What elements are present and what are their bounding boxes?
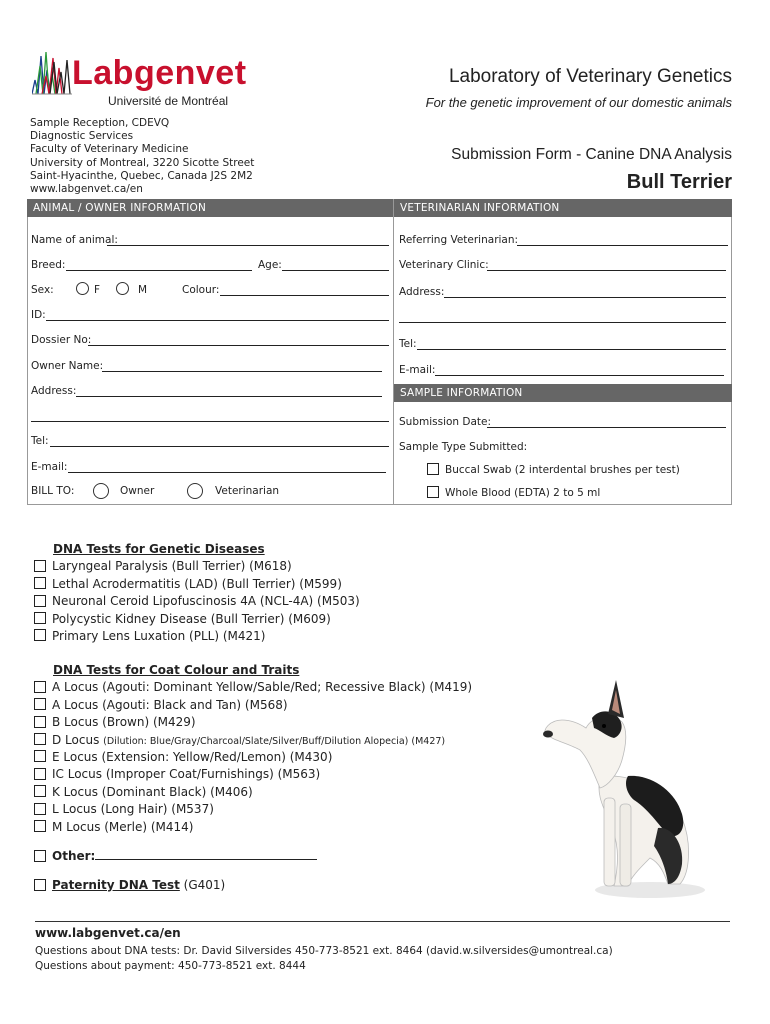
sex-m-radio[interactable] [116,282,129,295]
test-item[interactable] [34,819,472,836]
bill-to-label: BILL TO: [31,485,75,497]
test-checkbox[interactable] [34,698,46,710]
owner-name-field[interactable] [102,371,382,372]
logo-subtitle: Université de Montréal [108,94,229,108]
sex-f-label: F [94,284,101,296]
owner-email-field[interactable] [68,472,386,473]
test-checkbox[interactable] [34,803,46,815]
test-checkbox[interactable] [34,612,46,624]
bull-terrier-photo [530,678,710,908]
test-item[interactable] [34,732,472,749]
dossier-label: Dossier No: [31,334,92,346]
other-label: Other: [52,849,96,863]
test-item[interactable] [34,611,360,628]
submission-date-label: Submission Date: [399,416,492,428]
address-line: Diagnostic Services [30,130,134,143]
vet-address-field[interactable] [444,297,726,298]
logo-text: Labgenvet [72,54,247,92]
colour-field[interactable] [220,295,389,296]
address-line: Sample Reception, CDEVQ [30,117,170,129]
test-label: B Locus (Brown) (M429) [52,715,196,730]
age-label: Age: [258,259,282,271]
sample-heading: SAMPLE INFORMATION [394,384,732,402]
vet-tel-field[interactable] [417,349,726,350]
clinic-label: Veterinary Clinic: [399,259,489,271]
address-line: www.labgenvet.ca/en [30,183,143,196]
address-line: Saint-Hyacinthe, Quebec, Canada J2S 2M2 [30,169,253,182]
test-checkbox[interactable] [34,681,46,693]
test-checkbox[interactable] [34,733,46,745]
clinic-field[interactable] [487,270,726,271]
test-checkbox[interactable] [34,716,46,728]
owner-address-field[interactable] [76,396,382,397]
whole-blood-label: Whole Blood (EDTA) 2 to 5 ml [445,487,601,499]
whole-blood-checkbox[interactable] [427,486,439,498]
bill-owner-radio[interactable] [93,483,109,499]
test-label: Laryngeal Paralysis (Bull Terrier) (M618) [52,559,292,574]
grid-divider [393,199,394,505]
test-checkbox[interactable] [34,750,46,762]
vet-email-field[interactable] [435,375,724,376]
test-item[interactable] [34,679,472,696]
submission-date-field[interactable] [487,427,726,428]
animal-owner-heading: ANIMAL / OWNER INFORMATION [27,199,393,217]
breed-title: Bull Terrier [626,171,732,193]
d-locus-detail: (Dilution: Blue/Gray/Charcoal/Slate/Silver/Buff/Dilution Alopecia) (M427) [103,735,446,747]
test-item[interactable] [34,714,472,731]
test-label: M Locus (Merle) (M414) [52,819,194,834]
coat-tests-title: DNA Tests for Coat Colour and Traits [53,663,300,677]
bill-owner-label: Owner [120,485,155,497]
referring-vet-field[interactable] [517,245,728,246]
test-checkbox[interactable] [34,560,46,572]
footer-dna-contact: Questions about DNA tests: Dr. David Silversides 450-773-8521 ext. 8464 (david.w.silversides@umontreal.ca) [35,945,613,957]
footer-rule [35,921,730,922]
buccal-swab-label: Buccal Swab (2 interdental brushes per test) [445,464,680,476]
disease-tests-section [34,541,360,645]
vet-address-label: Address: [399,286,445,298]
test-label: IC Locus (Improper Coat/Furnishings) (M563) [52,767,321,782]
id-label: ID: [31,309,46,321]
paternity-checkbox[interactable] [34,879,46,891]
test-item[interactable] [34,697,472,714]
coat-tests-section [34,662,472,836]
test-label: D Locus [52,732,100,747]
bill-vet-radio[interactable] [187,483,203,499]
paternity-label: Paternity DNA Test [52,878,180,892]
owner-address-field-2[interactable] [31,421,389,422]
breed-field[interactable] [66,270,252,271]
sex-f-radio[interactable] [76,282,89,295]
test-item[interactable] [34,784,472,801]
test-checkbox[interactable] [34,577,46,589]
colour-label: Colour: [182,284,220,296]
owner-name-label: Owner Name: [31,360,104,372]
test-checkbox[interactable] [34,595,46,607]
animal-name-label: Name of animal: [31,234,118,246]
dossier-field[interactable] [88,345,389,346]
test-label: Polycystic Kidney Disease (Bull Terrier) (M609) [52,611,331,626]
footer-payment-contact: Questions about payment: 450-773-8521 ext. 8444 [35,960,306,972]
test-item[interactable] [34,766,472,783]
vet-email-label: E-mail: [399,364,436,376]
other-field[interactable] [95,849,317,860]
test-item[interactable] [34,558,360,575]
buccal-swab-checkbox[interactable] [427,463,439,475]
footer-url[interactable]: www.labgenvet.ca/en [35,926,181,940]
breed-label: Breed: [31,259,66,271]
vet-address-field-2[interactable] [399,322,726,323]
sex-label: Sex: [31,284,54,296]
other-checkbox[interactable] [34,850,46,862]
test-item[interactable] [34,628,360,645]
test-label: Lethal Acrodermatitis (LAD) (Bull Terrier) (M599) [52,576,342,591]
other-test-row[interactable] [34,848,317,865]
test-item[interactable] [34,593,360,610]
id-field[interactable] [46,320,389,321]
test-item[interactable] [34,749,472,766]
test-label: K Locus (Dominant Black) (M406) [52,784,253,799]
test-label: A Locus (Agouti: Black and Tan) (M568) [52,697,288,712]
test-checkbox[interactable] [34,820,46,832]
bill-vet-label: Veterinarian [215,485,280,497]
test-checkbox[interactable] [34,629,46,641]
form-title: Submission Form - Canine DNA Analysis [451,146,732,163]
test-item[interactable] [34,801,472,818]
lab-title: Laboratory of Veterinary Genetics [448,66,732,87]
owner-tel-label: Tel: [31,435,49,447]
veterinarian-heading: VETERINARIAN INFORMATION [394,199,732,217]
animal-name-field[interactable] [107,245,389,246]
test-checkbox[interactable] [34,785,46,797]
address-line: University of Montreal, 3220 Sicotte Street [30,156,255,169]
address-block [30,117,254,196]
lab-subtitle: For the genetic improvement of our domestic animals [425,95,732,110]
labgenvet-logo-graphic [32,50,72,98]
test-label: A Locus (Agouti: Dominant Yellow/Sable/Red; Recessive Black) (M419) [52,680,473,695]
owner-email-label: E-mail: [31,461,68,473]
sex-m-label: M [138,284,148,296]
test-checkbox[interactable] [34,768,46,780]
age-field[interactable] [282,270,389,271]
disease-tests-title: DNA Tests for Genetic Diseases [53,542,265,556]
test-label: Neuronal Ceroid Lipofuscinosis 4A (NCL-4A) (M503) [52,594,360,609]
owner-address-label: Address: [31,385,77,397]
paternity-code: (G401) [183,878,226,892]
test-item[interactable] [34,576,360,593]
sample-type-label: Sample Type Submitted: [399,441,528,453]
vet-tel-label: Tel: [399,338,417,350]
paternity-test-row[interactable] [34,877,225,894]
owner-tel-field[interactable] [50,446,389,447]
address-line: Faculty of Veterinary Medicine [30,143,189,156]
test-label: E Locus (Extension: Yellow/Red/Lemon) (M430) [52,749,333,764]
test-label: Primary Lens Luxation (PLL) (M421) [52,628,266,643]
referring-vet-label: Referring Veterinarian: [399,234,519,246]
test-label: L Locus (Long Hair) (M537) [52,802,214,817]
